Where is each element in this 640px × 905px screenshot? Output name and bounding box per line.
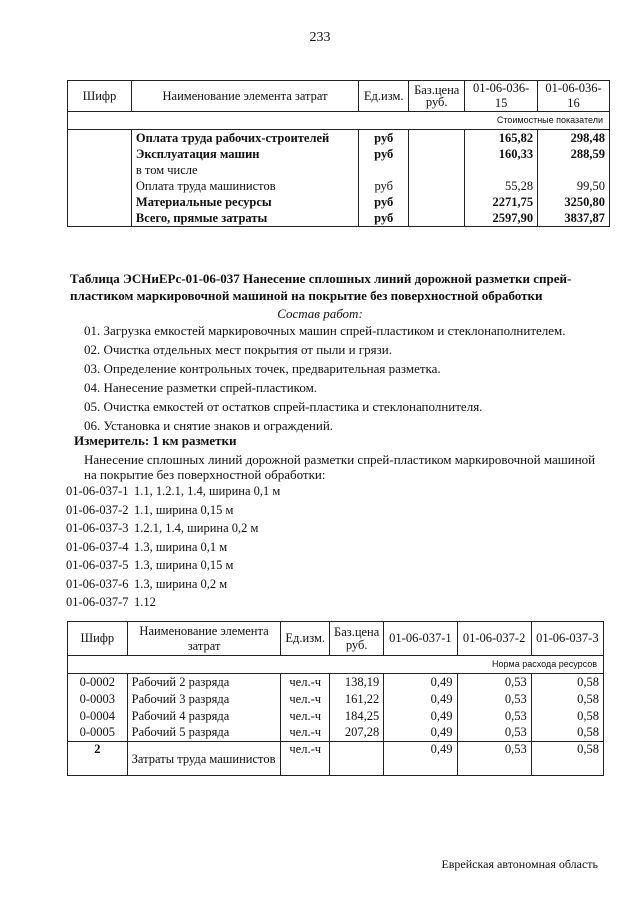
code-list-item (66, 502, 233, 518)
code-description: 1.3, ширина 0,1 м (134, 539, 228, 554)
cell-value-1: 0,49 (384, 691, 457, 708)
code-list-item (66, 520, 258, 536)
cell-name: Всего, прямые затраты (131, 211, 358, 227)
cell-code: 2 (68, 742, 128, 776)
cell-value-1: 2597,90 (465, 211, 538, 227)
cell-value-3: 0,58 (531, 674, 603, 691)
code-description: 1.3, ширина 0,15 м (134, 558, 234, 572)
cell-value-2: 0,53 (457, 725, 531, 742)
work-step-item: 02. Очистка отдельных мест покрытия от пыли и грязи. (84, 342, 392, 357)
code-list-item (66, 483, 280, 499)
cell-value-1: 0,49 (384, 708, 457, 725)
code-list-item (66, 576, 227, 592)
cell-base-price (409, 211, 465, 227)
cell-code (68, 147, 132, 163)
cell-value-1: 160,33 (465, 147, 538, 163)
cell-value-2: 0,53 (457, 674, 531, 691)
resource-norms-table (67, 621, 604, 776)
cell-code (68, 179, 132, 195)
cell-value-1: 2271,75 (465, 195, 538, 211)
subheader-label: Стоимостные показатели (68, 112, 610, 130)
cell-code (68, 211, 132, 227)
header-col-2: 01-06-037-2 (457, 622, 531, 656)
cell-value-2: 3837,87 (538, 211, 610, 227)
cell-name: Рабочий 4 разряда (127, 708, 281, 725)
cell-code: 0-0004 (68, 708, 128, 725)
cell-base-price (409, 195, 465, 211)
page-number: 233 (309, 30, 331, 45)
header-name: Наименование элемента затрат (131, 81, 358, 112)
header-base-price: Баз.цена руб. (409, 81, 465, 112)
cell-value-2: 298,48 (538, 130, 610, 147)
cell-name: Материальные ресурсы (131, 195, 358, 211)
cell-unit: чел.-ч (281, 674, 330, 691)
cell-name: Эксплуатация машин (131, 147, 358, 163)
cell-code: 0-0005 (68, 725, 128, 742)
cell-unit: руб (359, 147, 409, 163)
cell-code (68, 130, 132, 147)
cell-unit: чел.-ч (281, 742, 330, 776)
table-subheader-row (68, 112, 610, 130)
cell-value-1: 0,49 (384, 725, 457, 742)
table-row (68, 708, 604, 725)
work-step-item: 05. Очистка емкостей от остатков спрей-пластика и стеклонаполнителя. (84, 399, 483, 414)
code-description: 1.3, ширина 0,2 м (134, 576, 228, 591)
cell-code: 0-0002 (68, 674, 128, 691)
header-col-2: 01-06-036-16 (538, 81, 610, 112)
cell-value-2: 3250,80 (538, 195, 610, 211)
meter-label: Измеритель: 1 км разметки (74, 433, 237, 448)
cell-unit: чел.-ч (281, 708, 330, 725)
header-col-3: 01-06-037-3 (531, 622, 603, 656)
cell-value-2: 0,53 (457, 742, 531, 776)
cell-unit: руб (359, 195, 409, 211)
work-step-item: 04. Нанесение разметки спрей-пластиком. (84, 380, 318, 395)
table-header-row (68, 81, 610, 112)
table-row (68, 195, 610, 211)
cell-base-price: 184,25 (330, 708, 384, 725)
work-step-item: 03. Определение контрольных точек, предварительная разметка. (84, 361, 441, 376)
table-row (68, 163, 610, 179)
cell-base-price (330, 742, 384, 776)
cell-unit: руб (359, 179, 409, 195)
header-col-1: 01-06-037-1 (384, 622, 457, 656)
table-header-row (68, 622, 604, 656)
code-list-item (66, 594, 156, 610)
cell-name: Оплата труда машинистов (131, 179, 358, 195)
code-id: 01-06-037-7 (66, 595, 129, 609)
cell-code: 0-0003 (68, 691, 128, 708)
code-id: 01-06-037-1 (66, 484, 129, 498)
table-row (68, 130, 610, 147)
table-row (68, 211, 610, 227)
cell-base-price (409, 163, 465, 179)
cell-value-2: 0,53 (457, 691, 531, 708)
cell-base-price: 161,22 (330, 691, 384, 708)
cell-name: Рабочий 2 разряда (127, 674, 281, 691)
code-id: 01-06-037-2 (66, 502, 129, 517)
cell-unit: чел.-ч (281, 691, 330, 708)
subheader-label: Норма расхода ресурсов (68, 656, 604, 674)
header-code: Шифр (68, 81, 132, 112)
table-row (68, 691, 604, 708)
cell-value-1 (465, 163, 538, 179)
cell-value-1: 165,82 (465, 130, 538, 147)
cell-code (68, 195, 132, 211)
cost-indicators-table (67, 80, 610, 227)
header-col-1: 01-06-036-15 (465, 81, 538, 112)
cell-unit: чел.-ч (281, 725, 330, 742)
composition-heading: Состав работ: (277, 306, 363, 321)
cell-unit: руб (359, 211, 409, 227)
cell-base-price: 207,28 (330, 725, 384, 742)
cell-unit (359, 163, 409, 179)
code-id: 01-06-037-4 (66, 539, 129, 554)
work-step-item: 01. Загрузка емкостей маркировочных машин спрей-пластиком и стеклонаполнителем. (84, 323, 566, 338)
cell-base-price (409, 130, 465, 147)
cell-value-2 (538, 163, 610, 179)
code-description: 1.2.1, 1.4, ширина 0,2 м (134, 521, 259, 535)
cell-value-2: 288,59 (538, 147, 610, 163)
header-unit: Ед.изм. (281, 622, 330, 656)
cell-value-2: 0,53 (457, 708, 531, 725)
cell-code (68, 163, 132, 179)
cell-name: в том числе (131, 163, 358, 179)
table-row (68, 147, 610, 163)
table-row (68, 725, 604, 742)
cell-value-3: 0,58 (531, 742, 603, 776)
code-description: 1.1, 1.2.1, 1.4, ширина 0,1 м (134, 484, 281, 498)
code-id: 01-06-037-5 (66, 558, 129, 572)
cell-base-price (409, 147, 465, 163)
header-unit: Ед.изм. (359, 81, 409, 112)
header-name: Наименование элемента затрат (127, 622, 281, 656)
cell-value-1: 55,28 (465, 179, 538, 195)
cell-name: Рабочий 3 разряда (127, 691, 281, 708)
cell-base-price (409, 179, 465, 195)
cell-value-1: 0,49 (384, 674, 457, 691)
cell-value-3: 0,58 (531, 725, 603, 742)
code-description: 1.12 (134, 595, 156, 609)
cell-name: Затраты труда машинистов (127, 742, 281, 776)
table-row (68, 742, 604, 776)
table-title: Таблица ЭСНиЕРс-01-06-037 Нанесение сплошных линий дорожной разметки спрей-пластиком маркировочной машиной на покрытие без поверхностной обработки (70, 271, 572, 303)
cell-name: Рабочий 5 разряда (127, 725, 281, 742)
header-base-price: Баз.цена руб. (330, 622, 384, 656)
description-text: Нанесение сплошных линий дорожной разметки спрей-пластиком маркировочной машиной на покрытие без поверхностной обработки: (84, 452, 596, 482)
table-row (68, 179, 610, 195)
table-row (68, 674, 604, 691)
cell-base-price: 138,19 (330, 674, 384, 691)
cell-value-3: 0,58 (531, 691, 603, 708)
code-description: 1.1, ширина 0,15 м (134, 502, 234, 517)
cell-value-2: 99,50 (538, 179, 610, 195)
cell-name: Оплата труда рабочих-строителей (131, 130, 358, 147)
code-list-item (66, 539, 227, 555)
footer-region: Еврейская автономная область (441, 857, 598, 871)
table-subheader-row (68, 656, 604, 674)
cell-value-1: 0,49 (384, 742, 457, 776)
code-id: 01-06-037-3 (66, 521, 129, 535)
cell-unit: руб (359, 130, 409, 147)
cell-value-3: 0,58 (531, 708, 603, 725)
work-step-item: 06. Установка и снятие знаков и ограждений. (84, 418, 334, 433)
code-id: 01-06-037-6 (66, 576, 129, 591)
code-list-item (66, 557, 233, 573)
header-code: Шифр (68, 622, 128, 656)
